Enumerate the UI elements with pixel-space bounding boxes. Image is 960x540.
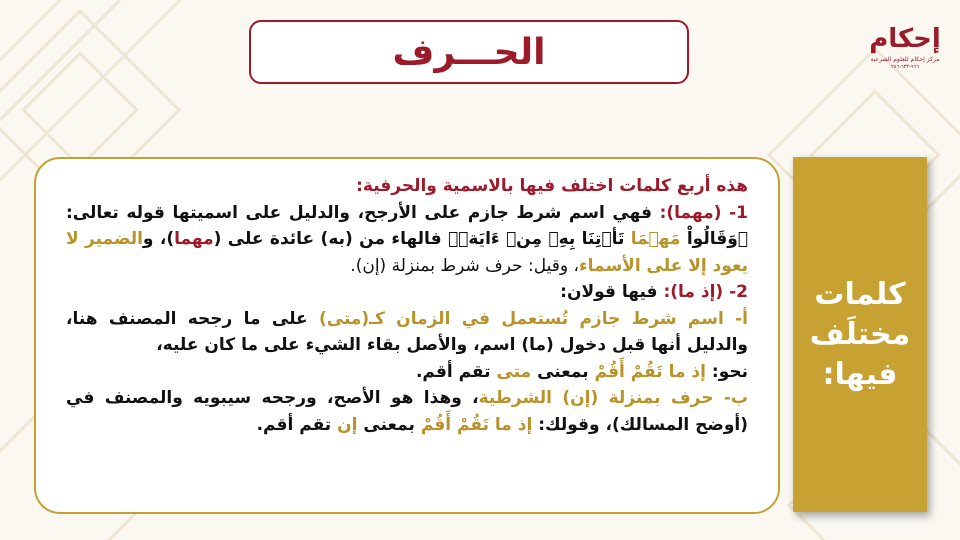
logo — [868, 22, 942, 94]
item-2b-text: ، وهذا هو الأصح، ورجحه سيبويه والمصنف في (أوضح المسالك)، وقولك: — [66, 388, 748, 435]
item-2a — [66, 306, 748, 359]
item-1-text-2: فالهاء من (به) عائدة على ( — [213, 229, 448, 249]
item-2b-example-end: تقم أقم. — [256, 414, 338, 435]
logo-number: ٩٦٦-٦٣٣-٢٨٦ — [891, 64, 919, 70]
quran-close: تَأۡتِنَا بِهِۦ مِنۡ ءَايَةٖ﴾ — [447, 229, 631, 249]
item-2b-heading: ب- حرف بمنزلة (إن) الشرطية — [478, 388, 748, 408]
item-2a-example-phrase: إذ ما تَقُمْ أَقُمْ — [594, 361, 706, 382]
item-2b-example-word: إن — [337, 414, 358, 435]
item-2a-example-label: نحو: — [705, 361, 748, 382]
item-1-text-4: ، وقيل: حرف شرط بمنزلة (إن). — [350, 255, 579, 276]
intro-text: هذه أربع كلمات اختلف فيها بالاسمية والحرفية: — [356, 176, 748, 196]
logo-subtitle: مركز إحكام للعلوم الشرعية — [870, 56, 940, 63]
title-box — [249, 20, 689, 84]
item-1-word: مهما — [174, 229, 214, 249]
item-1-text-3: )، و — [142, 229, 175, 249]
item-2a-example-end: تقم أقم. — [415, 361, 497, 382]
item-2 — [66, 279, 748, 306]
content-box — [34, 157, 780, 514]
item-1-text-1: فهي اسم شرط جازم على الأرجح، والدليل على اسميتها قوله تعالى: — [66, 202, 660, 223]
item-1-rule: الضمير لا يعود إلا على الأسماء — [66, 229, 748, 276]
item-1-number: 1- (مهما): — [659, 202, 748, 223]
quran-open: ﴿وَقَالُواْ — [680, 229, 748, 249]
item-2b-example-phrase: إذ ما تَقُمْ أَقُمْ — [420, 414, 533, 435]
side-panel-text — [810, 275, 910, 395]
side-panel-line-1: كلمات — [814, 276, 906, 312]
side-panel-line-3: فيها: — [822, 356, 898, 392]
side-panel — [793, 157, 927, 512]
item-2-number: 2- (إذ ما): — [663, 282, 748, 302]
item-2a-heading: أ- اسم شرط جازم تُستعمل في الزمان كـ(متى) — [318, 308, 748, 329]
item-1 — [66, 200, 748, 280]
item-2b-example-mid: بمعنى — [357, 414, 421, 435]
quran-highlight: مَهۡمَا — [630, 229, 681, 249]
side-panel-line-2: مختلَف — [809, 316, 911, 352]
item-2b — [66, 385, 748, 438]
item-2-text-1: فيها قولان: — [560, 282, 664, 302]
item-2a-example-mid: بمعنى — [531, 361, 595, 382]
item-2a-example — [66, 359, 748, 386]
logo-wordmark: إحكام — [869, 24, 941, 54]
item-2a-example-word: متى — [496, 361, 532, 382]
slide-title: الحـــرف — [392, 31, 546, 73]
item-2a-text: على ما رجحه المصنف هنا، والدليل أنها قبل دخول (ما) اسم، والأصل بقاء الشيء على ما كان عليه، — [66, 308, 748, 355]
